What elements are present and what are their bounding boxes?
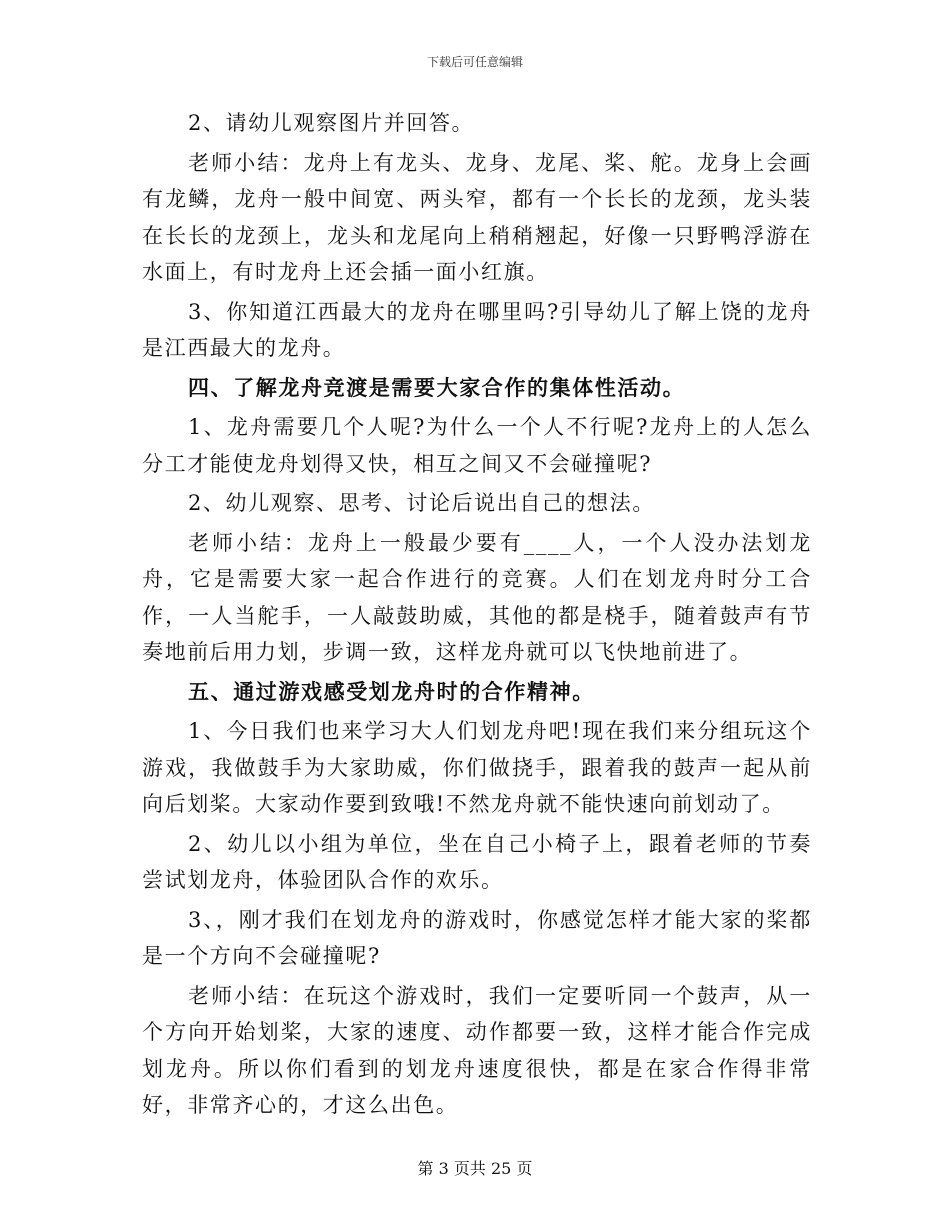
page-footer: 第 3 页共 25 页: [417, 1159, 533, 1178]
paragraph: 老师小结：在玩这个游戏时，我们一定要听同一个鼓声，从一个方向开始划桨，大家的速度、动作都要一致，这样才能合作完成划龙舟。所以你们看到的划龙舟速度很快，都是在家合作得非常好，非常齐心的，才这么出色。: [142, 983, 812, 1117]
paragraph: 2、幼儿观察、思考、讨论后说出自己的想法。: [188, 491, 655, 515]
paragraph: 1、龙舟需要几个人呢?为什么一个人不行呢?龙舟上的人怎么分工才能使龙舟划得又快，相互之间又不会碰撞呢?: [142, 415, 812, 476]
paragraph: 3、你知道江西最大的龙舟在哪里吗?引导幼儿了解上饶的龙舟是江西最大的龙舟。: [142, 299, 812, 360]
paragraph: 老师小结：龙舟上有龙头、龙身、龙尾、桨、舵。龙身上会画有龙鳞，龙舟一般中间宽、两头窄，都有一个长长的龙颈，龙头装在长长的龙颈上，龙头和龙尾向上稍稍翘起，好像一只野鸭浮游在水面上，有时龙舟上还会插一面小红旗。: [142, 150, 812, 284]
paragraph: 老师小结：龙舟上一般最少要有____人，一个人没办法划龙舟，它是需要大家一起合作进行的竞赛。人们在划龙舟时分工合作，一人当舵手，一人敲鼓助威，其他的都是桡手，随着鼓声有节奏地前后用力划，步调一致，这样龙舟就可以飞快地前进了。: [142, 530, 812, 664]
paragraph: 2、幼儿以小组为单位，坐在自己小椅子上，跟着老师的节奏尝试划龙舟，体验团队合作的欢乐。: [142, 831, 812, 892]
paragraph: 2、请幼儿观察图片并回答。: [188, 111, 475, 135]
section-heading: 四、了解龙舟竞渡是需要大家合作的集体性活动。: [188, 375, 686, 400]
section-heading: 五、通过游戏感受划龙舟时的合作精神。: [188, 679, 595, 704]
document-body: [142, 105, 812, 1127]
paragraph: 3、，刚才我们在划龙舟的游戏时，你感觉怎样才能大家的桨都是一个方向不会碰撞呢?: [142, 907, 812, 968]
paragraph: 1、今日我们也来学习大人们划龙舟吧!现在我们来分组玩这个游戏，我做鼓手为大家助威，你们做挠手，跟着我的鼓声一起从前向后划桨。大家动作要到致哦!不然龙舟就不能快速向前划动了。: [142, 719, 812, 816]
page-header: 下载后可任意编辑: [426, 55, 523, 69]
